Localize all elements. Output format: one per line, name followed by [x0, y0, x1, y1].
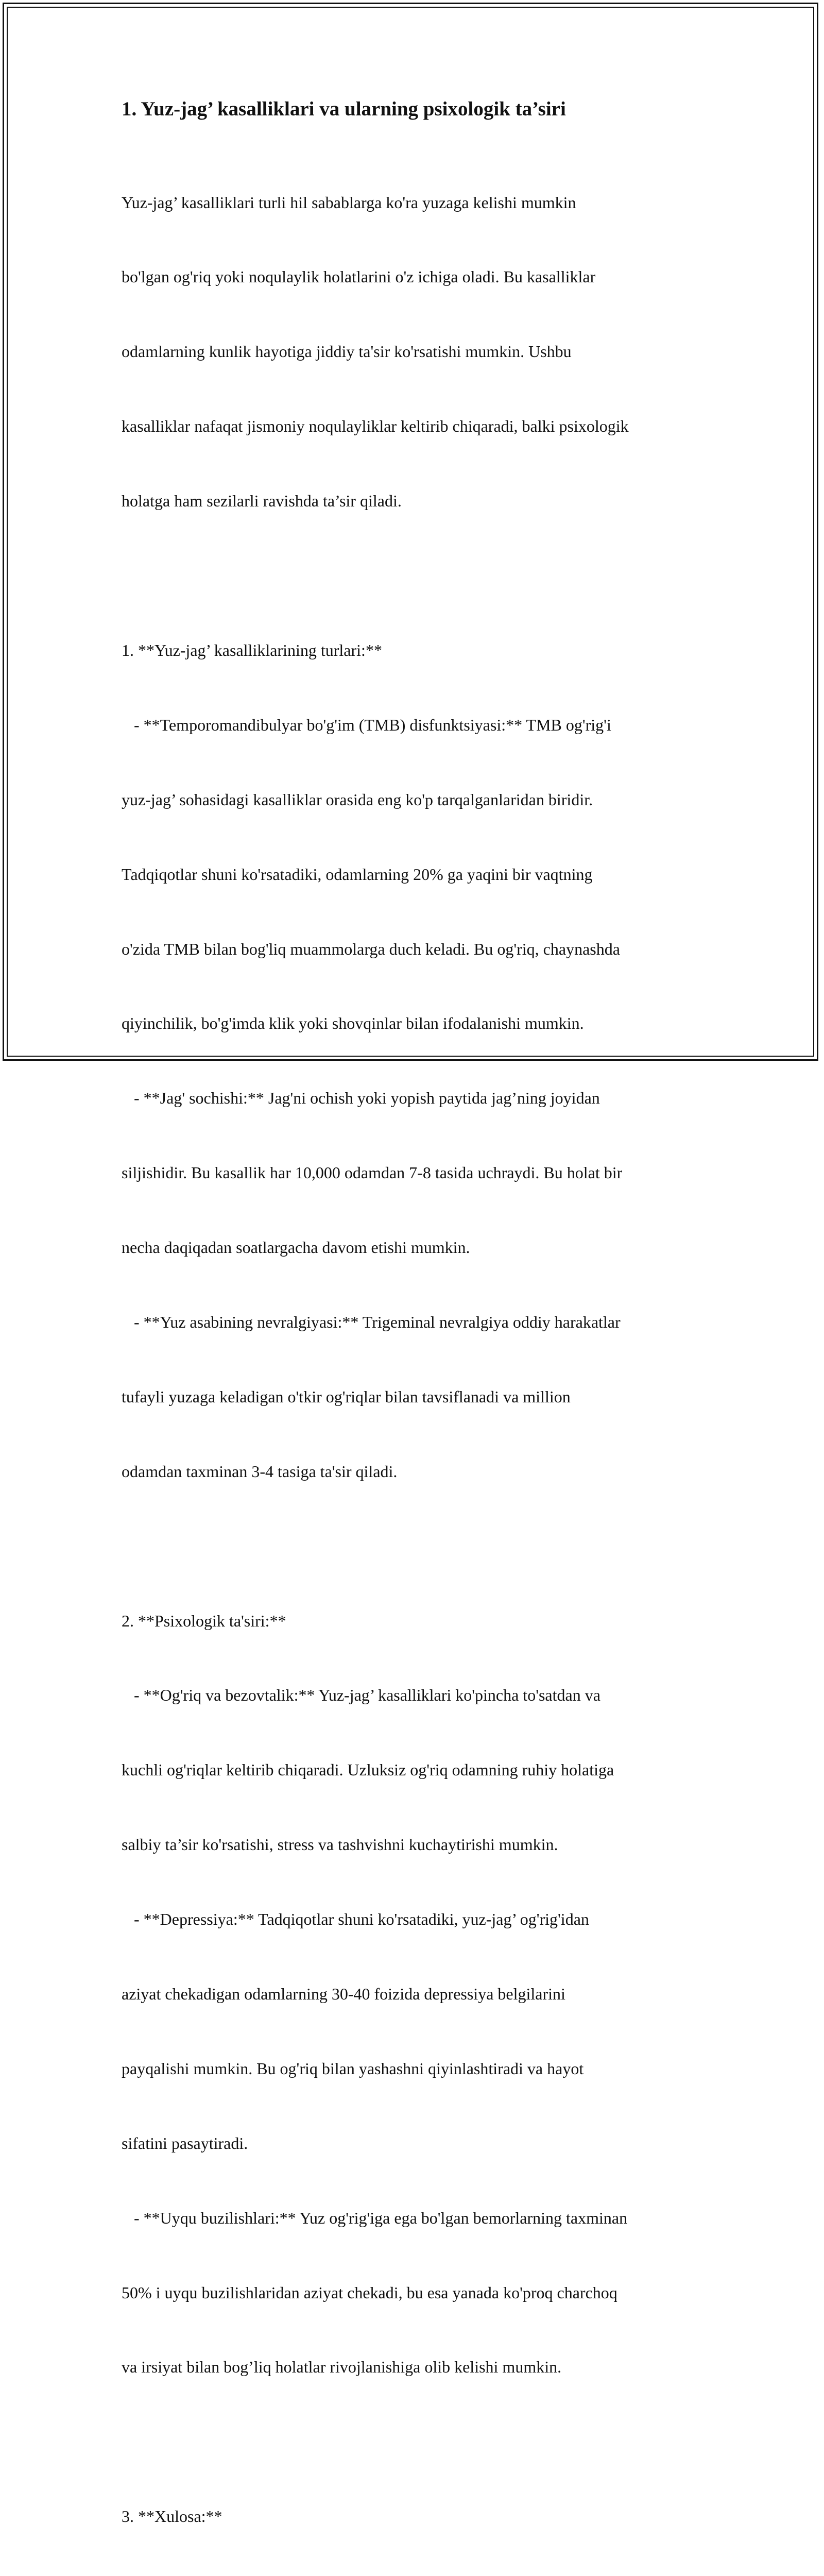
text-line: odamdan taxminan 3-4 tasiga ta'sir qiladi. [122, 1462, 398, 1481]
blank-line [122, 2429, 714, 2454]
blank-line [122, 1534, 714, 1558]
text-line: salbiy ta’sir ko'rsatishi, stress va tashvishni kuchaytirishi mumkin. [122, 1835, 558, 1854]
text-line: qiyinchilik, bo'g'imda klik yoki shovqinlar bilan ifodalanishi mumkin. [122, 1014, 584, 1033]
text-line: kasalliklar nafaqat jismoniy noqulayliklar keltirib chiqaradi, balki psixologik [122, 417, 629, 436]
text-line: kuchli og'riqlar keltirib chiqaradi. Uzluksiz og'riq odamning ruhiy holatiga [122, 1760, 614, 1780]
text-line: odamlarning kunlik hayotiga jiddiy ta'sir ko'rsatishi mumkin. Ushbu [122, 342, 572, 361]
text-line: bo'lgan og'riq yoki noqulaylik holatlarini o'z ichiga oladi. Bu kasalliklar [122, 267, 596, 286]
text-line: 3. **Xulosa:** [122, 2507, 222, 2526]
text-line: - **Temporomandibulyar bo'g'im (TMB) disfunktsiyasi:** TMB og'rig'i [122, 715, 611, 734]
text-line: aziyat chekadigan odamlarning 30-40 foizida depressiya belgilarini [122, 1984, 565, 2003]
text-line: - **Og'riq va bezovtalik:** Yuz-jag’ kasalliklari ko'pincha to'satdan va [122, 1686, 600, 1705]
text-line: - **Uyqu buzilishlari:** Yuz og'rig'iga ega bo'lgan bemorlarning taxminan [122, 2208, 628, 2227]
text-line: - **Jag' sochishi:** Jag'ni ochish yoki yopish paytida jag’ning joyidan [122, 1089, 600, 1108]
text-line: sifatini pasaytiradi. [122, 2133, 248, 2153]
document-content [122, 96, 714, 2576]
text-line: 2. **Psixologik ta'siri:** [122, 1611, 286, 1630]
text-line: va irsiyat bilan bog’liq holatlar rivojlanishiga olib kelishi mumkin. [122, 2358, 562, 2377]
document-body [122, 140, 714, 2576]
text-line: Tadqiqotlar shuni ko'rsatadiki, odamlarning 20% ga yaqini bir vaqtning [122, 865, 593, 884]
text-line: necha daqiqadan soatlargacha davom etishi mumkin. [122, 1238, 470, 1257]
text-line: Yuz-jag’ kasalliklari turli hil sabablarga ko'ra yuzaga kelishi mumkin [122, 193, 576, 212]
document-heading: 1. Yuz-jag’ kasalliklari va ularning psixologik ta’siri [122, 98, 566, 120]
blank-line [122, 563, 714, 588]
text-line: siljishidir. Bu kasallik har 10,000 odamdan 7-8 tasida uchraydi. Bu holat bir [122, 1163, 623, 1182]
text-line: tufayli yuzaga keladigan o'tkir og'riqlar bilan tavsiflanadi va million [122, 1387, 571, 1406]
text-line: o'zida TMB bilan bog'liq muammolarga duch keladi. Bu og'riq, chaynashda [122, 939, 620, 958]
text-line: holatga ham sezilarli ravishda ta’sir qiladi. [122, 492, 402, 511]
text-line: payqalishi mumkin. Bu og'riq bilan yashashni qiyinlashtiradi va hayot [122, 2059, 584, 2078]
text-line: 50% i uyqu buzilishlaridan aziyat chekadi, bu esa yanada ko'proq charchoq [122, 2283, 617, 2302]
text-line: - **Depressiya:** Tadqiqotlar shuni ko'rsatadiki, yuz-jag’ og'rig'idan [122, 1910, 589, 1929]
text-line: 1. **Yuz-jag’ kasalliklarining turlari:** [122, 640, 382, 659]
text-line: yuz-jag’ sohasidagi kasalliklar orasida eng ko'p tarqalganlaridan biridir. [122, 790, 593, 809]
text-line: - **Yuz asabining nevralgiyasi:** Trigeminal nevralgiya oddiy harakatlar [122, 1312, 621, 1331]
